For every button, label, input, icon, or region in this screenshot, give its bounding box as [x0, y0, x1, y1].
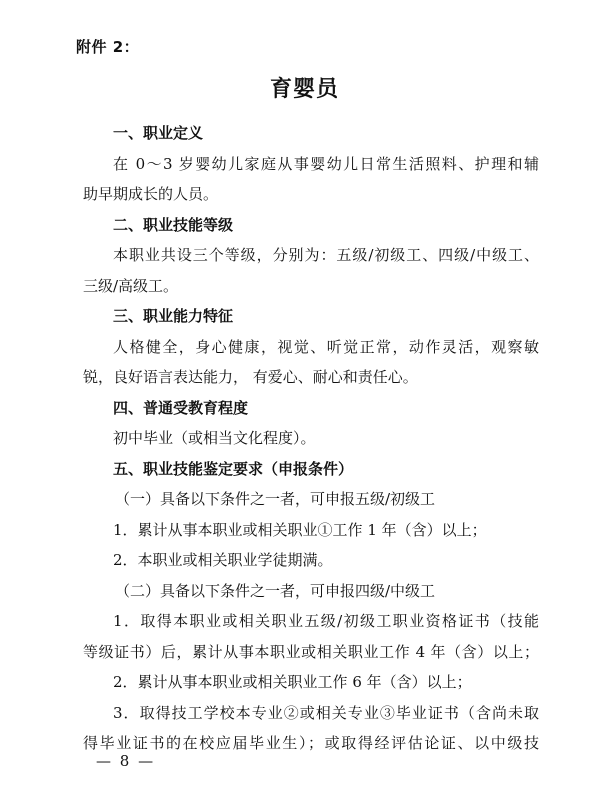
- paragraph-line: 等级证书）后，累计从事本职业或相关职业工作 4 年（含）以上；: [83, 642, 539, 661]
- subsection-heading-level4: （二）具备以下条件之一者，可申报四级/中级工: [115, 581, 436, 600]
- paragraph-line: 人格健全，身心健康，视觉、听觉正常，动作灵活，观察敏: [113, 337, 539, 356]
- page-number: — 8 —: [96, 752, 156, 770]
- paragraph-line: 助早期成长的人员。: [83, 185, 219, 203]
- list-item: 2．累计从事本职业或相关职业工作 6 年（含）以上；: [113, 673, 472, 691]
- list-item: 2．本职业或相关职业学徒期满。: [113, 551, 333, 569]
- paragraph-line: 得毕业证书的在校应届毕业生）；或取得经评估论证、以中级技: [83, 734, 539, 752]
- section-heading-requirements: 五、职业技能鉴定要求（申报条件）: [113, 459, 354, 478]
- paragraph-line: 锐，良好语言表达能力， 有爱心、耐心和责任心。: [83, 368, 418, 386]
- attachment-label: 附件 2：: [76, 38, 140, 56]
- section-heading-education: 四、普通受教育程度: [113, 398, 249, 417]
- section-heading-definition: 一、职业定义: [113, 124, 204, 142]
- paragraph-line: 初中毕业（或相当文化程度）。: [113, 429, 316, 447]
- paragraph-line: 本职业共设三个等级，分别为：五级/初级工、四级/中级工、: [113, 246, 539, 264]
- paragraph-line: 三级/高级工。: [83, 276, 179, 295]
- section-heading-abilities: 三、职业能力特征: [113, 307, 234, 325]
- section-heading-skill-levels: 二、职业技能等级: [113, 215, 234, 234]
- list-item: 1．累计从事本职业或相关职业①工作 1 年（含）以上；: [113, 520, 487, 539]
- list-item: 1．取得本职业或相关职业五级/初级工职业资格证书（技能: [113, 612, 539, 630]
- document-body: [83, 118, 539, 759]
- subsection-heading-level5: （一）具备以下条件之一者，可申报五级/初级工: [115, 490, 436, 508]
- list-item: 3．取得技工学校本专业②或相关专业③毕业证书（含尚未取: [113, 703, 539, 722]
- document-title: 育婴员: [269, 77, 339, 102]
- paragraph-line: 在 0～3 岁婴幼儿家庭从事婴幼儿日常生活照料、护理和辅: [113, 154, 539, 173]
